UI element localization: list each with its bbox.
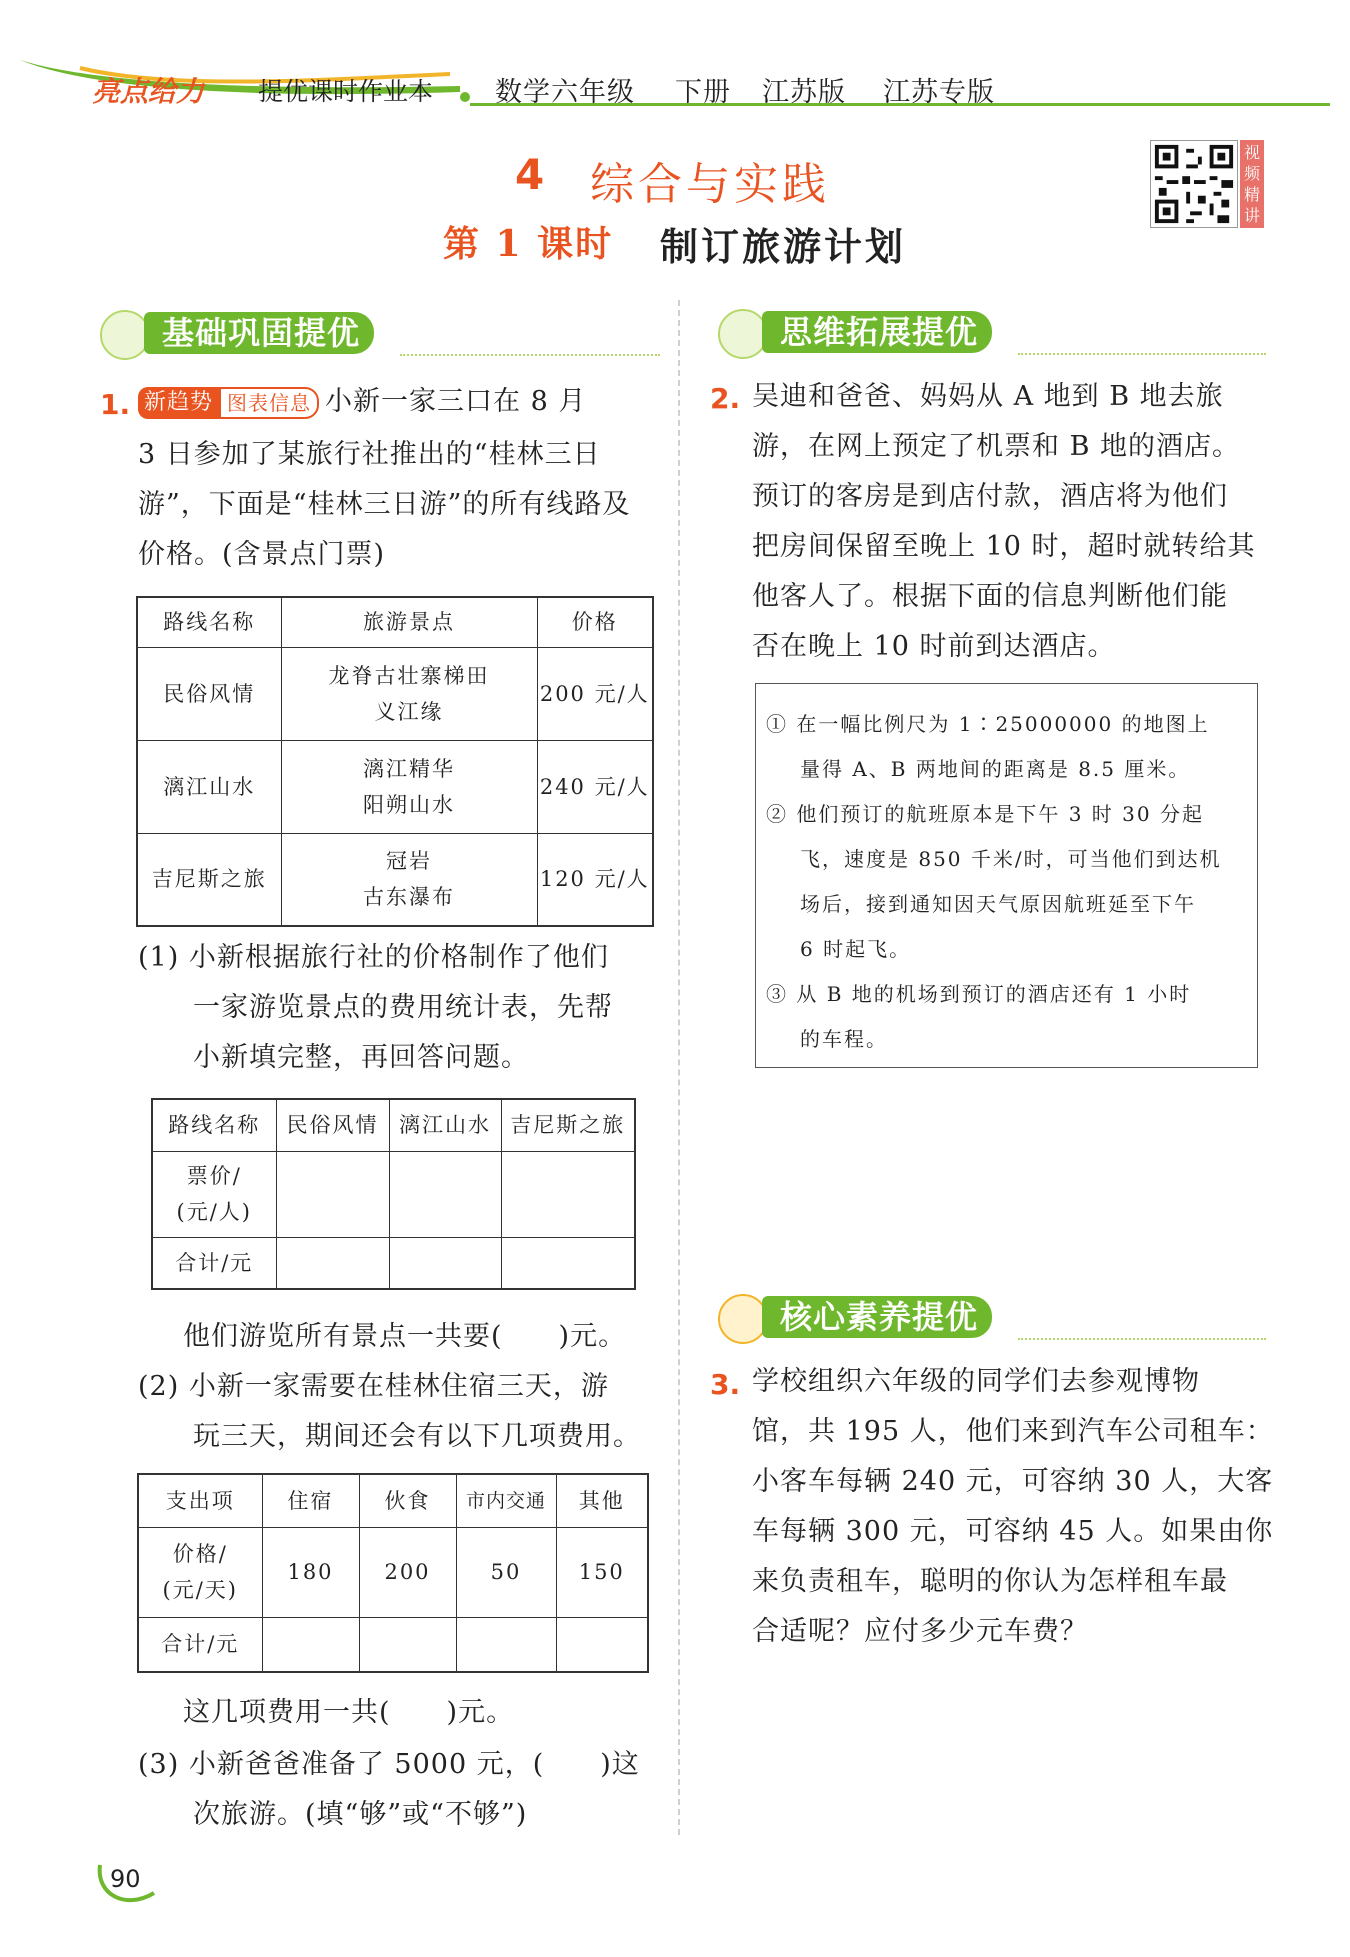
- section-dotted-rule: [1018, 353, 1266, 355]
- section-thinking: [718, 307, 1266, 359]
- section-core-title: 核心素养提优: [762, 1296, 992, 1338]
- page-number: 90: [110, 1865, 141, 1893]
- route-name: 漓江山水: [137, 740, 281, 833]
- table-row: [138, 1617, 648, 1672]
- expense-value: 180: [262, 1527, 359, 1617]
- q1-part1-line-0: (1) 小新根据旅行社的价格制作了他们: [138, 942, 609, 973]
- row-label: 合计/元: [138, 1617, 262, 1672]
- info-line: ① 在一幅比例尺为 1∶25000000 的地图上: [766, 712, 1210, 736]
- q1-part1-line-2: 小新填完整，再回答问题。: [193, 1042, 529, 1073]
- info-line: 6 时起飞。: [800, 937, 912, 961]
- section-basic: [100, 308, 660, 360]
- route-price: 200 元/人: [537, 647, 653, 740]
- answer-cell[interactable]: [501, 1151, 635, 1237]
- section-basic-title: 基础巩固提优: [144, 312, 374, 354]
- table-row: [137, 597, 653, 647]
- row-label: [152, 1151, 276, 1237]
- answer-cell[interactable]: [389, 1237, 501, 1289]
- q2-line-5: 否在晚上 10 时前到达酒店。: [752, 631, 1116, 662]
- header-cell: 漓江山水: [389, 1099, 501, 1151]
- header-cell: 其他: [556, 1474, 648, 1527]
- q2-line-3: 把房间保留至晚上 10 时，超时就转给其: [752, 531, 1256, 562]
- header-edition: 江苏版: [762, 77, 846, 108]
- row-label: 合计/元: [152, 1237, 276, 1289]
- route-spots: [281, 647, 537, 740]
- expense-table: [137, 1473, 649, 1673]
- spot: 古东瀑布: [363, 885, 455, 910]
- q2-number: 2.: [710, 382, 741, 415]
- answer-cell[interactable]: [389, 1151, 501, 1237]
- q3-line-1: 馆，共 195 人，他们来到汽车公司租车：: [752, 1416, 1274, 1447]
- header-cell: 市内交通: [456, 1474, 556, 1527]
- q1-part3-line-0[interactable]: (3) 小新爸爸准备了 5000 元，( )这: [138, 1749, 640, 1780]
- expense-value: 200: [359, 1527, 456, 1617]
- header-cell: 吉尼斯之旅: [501, 1099, 635, 1151]
- gear-icon: [100, 310, 150, 360]
- table-row: [138, 1527, 648, 1617]
- q2-line-2: 预订的客房是到店付款，酒店将为他们: [752, 481, 1228, 512]
- brand-subtitle: 提优课时作业本: [258, 77, 434, 106]
- q1-part1-answer[interactable]: 他们游览所有景点一共要( )元。: [183, 1321, 627, 1352]
- route-price: 120 元/人: [537, 833, 653, 926]
- section-dotted-rule: [1018, 1338, 1266, 1340]
- expense-value: 150: [556, 1527, 648, 1617]
- cost-stat-table: [151, 1098, 636, 1290]
- info-item-1: [766, 702, 1245, 792]
- header-special: 江苏专版: [883, 77, 995, 108]
- column-divider: [678, 300, 680, 1835]
- header-cell: 支出项: [138, 1474, 262, 1527]
- info-line: ③ 从 B 地的机场到预订的酒店还有 1 小时: [766, 982, 1192, 1006]
- header-cell: 旅游景点: [281, 597, 537, 647]
- q3-line-0: 学校组织六年级的同学们去参观博物: [752, 1366, 1200, 1397]
- table-row: [137, 833, 653, 926]
- q1-line-2: 游”，下面是“桂林三日游”的所有线路及: [138, 489, 631, 520]
- table-row: [152, 1151, 635, 1237]
- row-label-line: 票价/: [186, 1164, 242, 1188]
- header-volume: 下册: [675, 77, 731, 108]
- video-qr[interactable]: [1150, 140, 1265, 228]
- expense-value: 50: [456, 1527, 556, 1617]
- info-line: 的车程。: [800, 1027, 888, 1051]
- route-table: [136, 596, 654, 927]
- answer-cell[interactable]: [556, 1617, 648, 1672]
- page-header: [0, 0, 1350, 120]
- sprout-icon: [718, 309, 768, 359]
- row-label-line: (元/天): [162, 1578, 238, 1602]
- route-spots: [281, 740, 537, 833]
- spot: 冠岩: [386, 849, 432, 874]
- qr-code-icon: [1150, 140, 1238, 228]
- q1-part3-line-1: 次旅游。(填“够”或“不够”): [193, 1799, 528, 1830]
- header-grade: 数学六年级: [495, 77, 635, 108]
- q1-line-3: 价格。(含景点门票): [138, 539, 386, 570]
- q3-line-2: 小客车每辆 240 元，可容纳 30 人，大客: [752, 1466, 1274, 1497]
- header-cell: 路线名称: [152, 1099, 276, 1151]
- spot: 阳朔山水: [363, 792, 455, 817]
- spot: 龙脊古壮寨梯田: [328, 663, 490, 688]
- route-name: 吉尼斯之旅: [137, 833, 281, 926]
- header-cell: 价格: [537, 597, 653, 647]
- info-item-2: [766, 792, 1245, 972]
- q1-part2-line-0: (2) 小新一家需要在桂林住宿三天，游: [138, 1371, 609, 1402]
- q3-line-4: 来负责租车，聪明的你认为怎样租车最: [752, 1566, 1228, 1597]
- info-line: 场后，接到通知因天气原因航班延至下午: [800, 892, 1196, 916]
- table-row: [152, 1099, 635, 1151]
- info-item-3: [766, 972, 1245, 1062]
- header-dot: [460, 92, 470, 102]
- answer-cell[interactable]: [456, 1617, 556, 1672]
- section-thinking-title: 思维拓展提优: [762, 311, 992, 353]
- row-label-line: (元/人): [176, 1200, 252, 1224]
- spot: 义江缘: [374, 699, 444, 724]
- table-row: [137, 740, 653, 833]
- lesson-number: 第 1 课时: [443, 223, 614, 265]
- answer-cell[interactable]: [501, 1237, 635, 1289]
- answer-cell[interactable]: [262, 1617, 359, 1672]
- header-cell: 伙食: [359, 1474, 456, 1527]
- q2-line-4: 他客人了。根据下面的信息判断他们能: [752, 581, 1228, 612]
- unit-title: 综合与实践: [590, 159, 830, 210]
- q2-line-0: 吴迪和爸爸、妈妈从 A 地到 B 地去旅: [752, 381, 1224, 412]
- route-spots: [281, 833, 537, 926]
- route-price: 240 元/人: [537, 740, 653, 833]
- lesson-title: 制订旅游计划: [660, 224, 907, 269]
- header-cell: 路线名称: [137, 597, 281, 647]
- q1-part2-answer[interactable]: 这几项费用一共( )元。: [183, 1697, 515, 1728]
- table-row: [137, 647, 653, 740]
- q3-line-3: 车每辆 300 元，可容纳 45 人。如果由你: [752, 1516, 1274, 1547]
- header-cell: 住宿: [262, 1474, 359, 1527]
- table-row: [138, 1474, 648, 1527]
- q3-line-5: 合适呢？应付多少元车费？: [752, 1616, 1088, 1647]
- unit-number: 4: [515, 150, 545, 199]
- answer-cell[interactable]: [359, 1617, 456, 1672]
- chart-info-badge: 图表信息: [219, 387, 319, 419]
- row-label-line: 价格/: [172, 1542, 228, 1566]
- table-row: [152, 1237, 635, 1289]
- q1-line-0: [138, 377, 586, 427]
- answer-cell[interactable]: [276, 1237, 389, 1289]
- q1-line-1: 3 日参加了某旅行社推出的“桂林三日: [138, 439, 601, 470]
- row-label: [138, 1527, 262, 1617]
- header-cell: 民俗风情: [276, 1099, 389, 1151]
- q3-number: 3.: [710, 1368, 741, 1401]
- trophy-icon: [718, 1294, 768, 1344]
- flight-info-box: [755, 683, 1258, 1068]
- section-dotted-rule: [400, 354, 660, 356]
- info-line: ② 他们预订的航班原本是下午 3 时 30 分起: [766, 802, 1204, 826]
- qr-label: 视频精讲: [1240, 140, 1264, 228]
- brand-name: 亮点给力: [92, 75, 205, 108]
- info-line: 量得 A、B 两地间的距离是 8.5 厘米。: [800, 757, 1191, 781]
- q1-part2-line-1: 玩三天，期间还会有以下几项费用。: [193, 1421, 641, 1452]
- q1-text-0: 小新一家三口在 8 月: [325, 386, 587, 417]
- trend-badge: 新趋势: [138, 387, 219, 419]
- q1-part1-line-1: 一家游览景点的费用统计表，先帮: [193, 992, 613, 1023]
- route-name: 民俗风情: [137, 647, 281, 740]
- answer-cell[interactable]: [276, 1151, 389, 1237]
- q1-number: 1.: [100, 388, 131, 421]
- spot: 漓江精华: [363, 756, 455, 781]
- info-line: 飞，速度是 850 千米/时，可当他们到达机: [800, 847, 1222, 871]
- q2-line-1: 游，在网上预定了机票和 B 地的酒店。: [752, 431, 1241, 462]
- section-core: [718, 1292, 1266, 1344]
